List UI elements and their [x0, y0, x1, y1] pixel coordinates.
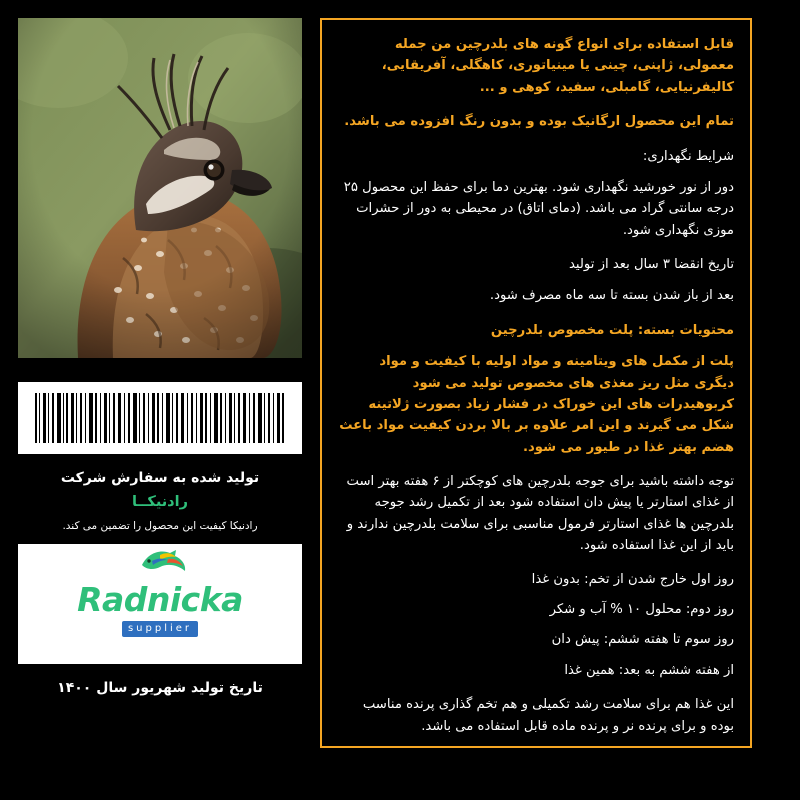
- production-date: تاریخ تولید شهریور سال ۱۴۰۰: [57, 680, 263, 696]
- paragraph-contents-body: پلت از مکمل های ویتامینه و مواد اولیه با کیفیت و مواد دیگری مثل ریز مغذی های مخصوص تولید می شود کربوهیدرات های این خوراک در فشار زیاد بصورت ژلاتینه شکل می گیرند و این امر علاوه بر بالا بردن کیفیت مواد باعث هضم بهتر غذا در طیور می شود.: [339, 354, 734, 455]
- brand-logo-card: [18, 544, 302, 664]
- paragraph-week6: از هفته ششم به بعد: همین غذا: [564, 662, 734, 678]
- text-panel: [320, 18, 752, 748]
- product-barcode: [31, 390, 289, 446]
- brand-wordmark: Radnicka: [77, 580, 243, 619]
- paragraph-day2: روز دوم: محلول ۱۰ % آب و شکر: [549, 601, 734, 617]
- paragraph-day1: روز اول خارج شدن از تخم: بدون غذا: [531, 571, 734, 587]
- brand-subtitle: supplier: [122, 621, 198, 637]
- paragraph-chick-note: توجه داشته باشید برای جوجه بلدرچین های کوچکتر از ۶ هفته بهتر است از غذای استارتر یا پیش دان استفاده شود بعد از تکمیل رشد جوجه بلدرچین ها غذای استارتر فرمول مناسبی برای سلامت بلدرچین ندارند و باید از این غذا استفاده شود.: [346, 474, 734, 554]
- paragraph-storage-title: شرایط نگهداری:: [642, 148, 734, 164]
- paragraph-suitability: این غذا هم برای سلامت رشد تکمیلی و هم تخم گذاری پرنده مناسب بوده و برای پرنده نر و پرنده ماده قابل استفاده می باشد.: [362, 697, 734, 734]
- guarantee-line: رادنیکا کیفیت این محصول را تضمین می کند.: [62, 520, 258, 532]
- paragraph-contents-title: محتویات بسته: پلت مخصوص بلدرچین: [490, 322, 734, 338]
- right-column: [18, 18, 302, 782]
- paragraph-after-open: بعد از باز شدن بسته تا سه ماه مصرف شود.: [489, 288, 734, 304]
- quail-photo-illustration: [18, 18, 302, 358]
- paragraph-species-usage: قابل استفاده برای انواع گونه های بلدرچین من جمله معمولی، ژاپنی، چینی یا مینیاتوری، کاهگلی، آفریقایی، کالیفرنیایی، گامبلی، سفید، کوهی و ...: [381, 37, 734, 95]
- barcode-container: [18, 382, 302, 454]
- brand-logo: [77, 571, 243, 637]
- paragraph-day3: روز سوم تا هفته ششم: پیش دان: [551, 632, 734, 648]
- paragraph-expiry: تاریخ انقضا ۳ سال بعد از تولید: [569, 257, 734, 272]
- order-line: تولید شده به سفارش شرکت: [60, 470, 260, 486]
- brand-name-fa: رادنیکــا: [132, 494, 188, 510]
- bird-icon: [138, 545, 194, 577]
- paragraph-organic-claim: تمام این محصول ارگانیک بوده و بدون رنگ افزوده می باشد.: [344, 114, 734, 130]
- quail-photo: [18, 18, 302, 358]
- paragraph-storage-body: دور از نور خورشید نگهداری شود. بهترین دما برای حفظ این محصول ۲۵ درجه سانتی گراد می باشد. (دمای اتاق) در محیطی به دور از حشرات موزی نگهداری شود.: [343, 179, 734, 238]
